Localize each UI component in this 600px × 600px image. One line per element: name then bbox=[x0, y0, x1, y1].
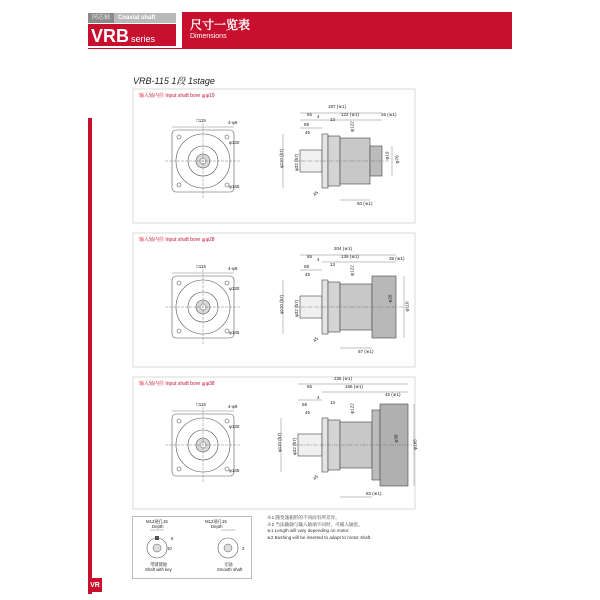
panel-2-outer: φ145 bbox=[229, 330, 240, 335]
panel-2-dim-m: 45 bbox=[311, 335, 320, 344]
footnote-1: ※1 随变速箱形的不同而有所差异。 bbox=[267, 515, 340, 520]
panel-2-dim-b: 139 (※1) bbox=[341, 254, 360, 259]
shaft-right-sub: Depth bbox=[211, 524, 223, 529]
shaft-left-sub: Depth bbox=[152, 524, 164, 529]
footer-tag: VR bbox=[88, 578, 102, 592]
shaft-left-caption-cn: 带键键轴 bbox=[150, 562, 168, 567]
shaft-left-caption-en: Shaft with key bbox=[145, 567, 172, 572]
panel-2-label: 输入轴内径 Input shaft bore ≦φ28 bbox=[139, 237, 215, 243]
panel-1-dim-b: 122 (※1) bbox=[341, 112, 360, 117]
panel-2-side-view bbox=[283, 255, 404, 348]
panel-3-label: 输入轴内径 Input shaft bore ≦φ38 bbox=[139, 381, 215, 387]
shaft-dim-3: 2 bbox=[242, 546, 245, 551]
panel-2-dim-h: φ110 (h7) bbox=[279, 294, 285, 315]
panel-2-dim-l: φ110 bbox=[404, 301, 410, 312]
panel-2-dim-g: 45 bbox=[305, 272, 311, 277]
panel-3-dim-l: φ165 bbox=[412, 439, 418, 450]
panel-3-dim-m: 45 bbox=[311, 473, 320, 482]
panel-3-dim-k: φ122 bbox=[349, 403, 355, 414]
panel-2-dim-c: 35 (※1) bbox=[389, 256, 405, 261]
panel-1-dim-g: 45 bbox=[305, 130, 311, 135]
panel-2-holes: 4-φ9 bbox=[228, 266, 238, 271]
panel-3-dim-c: 45 (※1) bbox=[385, 392, 401, 397]
panel-3-dim-a: 65 bbox=[307, 384, 313, 389]
panel-2-dim-f: 13 bbox=[330, 262, 336, 267]
panel-3-dim-g: 45 bbox=[305, 410, 311, 415]
shaft-dim-2: 10 bbox=[167, 546, 172, 551]
panel-1-pcd: φ130 bbox=[229, 140, 240, 145]
footnote-3: ※1 Length will vary depending on motor. bbox=[267, 528, 350, 534]
panel-3-dim-n: 82 (※1) bbox=[366, 491, 382, 496]
page-title-en: Dimensions bbox=[190, 33, 227, 40]
panel-3-dim-total: 235 (※1) bbox=[334, 376, 353, 381]
panel-1-dim-total: 187 (※1) bbox=[328, 104, 347, 109]
shaft-right-caption-cn: 光轴 bbox=[224, 562, 233, 567]
panel-3-square: □115 bbox=[196, 402, 206, 407]
category-tag-en: Coaxial shaft bbox=[118, 15, 156, 21]
panel-3-pcd: φ130 bbox=[229, 424, 240, 429]
panel-3-dim-d: 58 bbox=[302, 402, 308, 407]
panel-1-dim-n: 50 (※1) bbox=[357, 201, 373, 206]
panel-2-dim-i: φ32 (h7) bbox=[294, 299, 300, 318]
panel-3-outer: φ145 bbox=[229, 468, 240, 473]
panel-2-dim-e: 4 bbox=[317, 257, 320, 262]
footnote-2: ※2 当法输轴与输入轴端不同时，可插入轴套。 bbox=[267, 521, 363, 527]
panel-3-holes: 4-φ9 bbox=[228, 404, 238, 409]
panel-1-dim-f: 13 bbox=[330, 117, 336, 122]
panel-2-dim-n: 67 (※1) bbox=[358, 349, 374, 354]
panel-3-dim-i: φ32 (h7) bbox=[292, 437, 298, 456]
panel-1-dim-d: 58 bbox=[304, 122, 310, 127]
footnote-4: ※2 Bushing will be inserted to adapt to motor shaft. bbox=[267, 534, 372, 540]
panel-3-dim-e: 4 bbox=[317, 395, 320, 400]
shaft-dim-1: 6 bbox=[171, 536, 174, 541]
panel-1-dim-e: 4 bbox=[317, 114, 320, 119]
panel-1-dim-m: 45 bbox=[311, 189, 320, 198]
panel-2-dim-k: φ122 bbox=[349, 265, 355, 276]
panel-1-dim-l: φ70 bbox=[394, 155, 400, 164]
panel-2-dim-j: φ28 bbox=[387, 294, 393, 303]
shaft-right-caption-en: Smooth shaft bbox=[217, 567, 243, 572]
panel-2-dim-total: 204 (※1) bbox=[334, 246, 353, 251]
panel-3-dim-h: φ110 (h7) bbox=[277, 432, 283, 453]
category-tag-cn: 同芯轴 bbox=[88, 13, 114, 23]
model-title: VRB-115 1段 1stage bbox=[133, 76, 215, 86]
page-title-cn: 尺寸一览表 bbox=[190, 18, 251, 32]
panel-2-dim-d: 58 bbox=[304, 264, 310, 269]
panel-3-dim-f: 13 bbox=[330, 400, 336, 405]
panel-1-dim-k: φ122 bbox=[349, 121, 355, 132]
panel-1-label: 输入轴内径 Input shaft bore ≦φ19 bbox=[139, 93, 215, 99]
shaft-left-title: M12通孔15 bbox=[146, 519, 168, 524]
panel-1-side-view bbox=[283, 113, 392, 200]
series-sub: series bbox=[131, 34, 156, 44]
panel-2-pcd: φ130 bbox=[229, 286, 240, 291]
footnotes bbox=[267, 515, 467, 541]
panel-1-holes: 4-φ9 bbox=[228, 120, 238, 125]
shaft-right-title: M12通孔15 bbox=[205, 519, 227, 524]
panel-1-dim-h: φ110 (h7) bbox=[279, 148, 285, 169]
panel-2-dim-a: 65 bbox=[307, 254, 313, 259]
panel-1-dim-j: φ19 bbox=[384, 151, 390, 160]
panel-1-dim-a: 65 bbox=[307, 112, 313, 117]
panel-1-square: □115 bbox=[196, 118, 206, 123]
panel-1-outer: φ145 bbox=[229, 184, 240, 189]
panel-2-square: □115 bbox=[196, 264, 206, 269]
panel-1-dim-i: φ32 (h7) bbox=[294, 153, 300, 172]
panel-3-dim-b: 165 (※1) bbox=[345, 384, 364, 389]
series-main: VRB bbox=[91, 26, 130, 46]
panel-1-dim-c: 26 (※1) bbox=[381, 112, 397, 117]
panel-3-dim-j: φ38 bbox=[393, 434, 399, 443]
